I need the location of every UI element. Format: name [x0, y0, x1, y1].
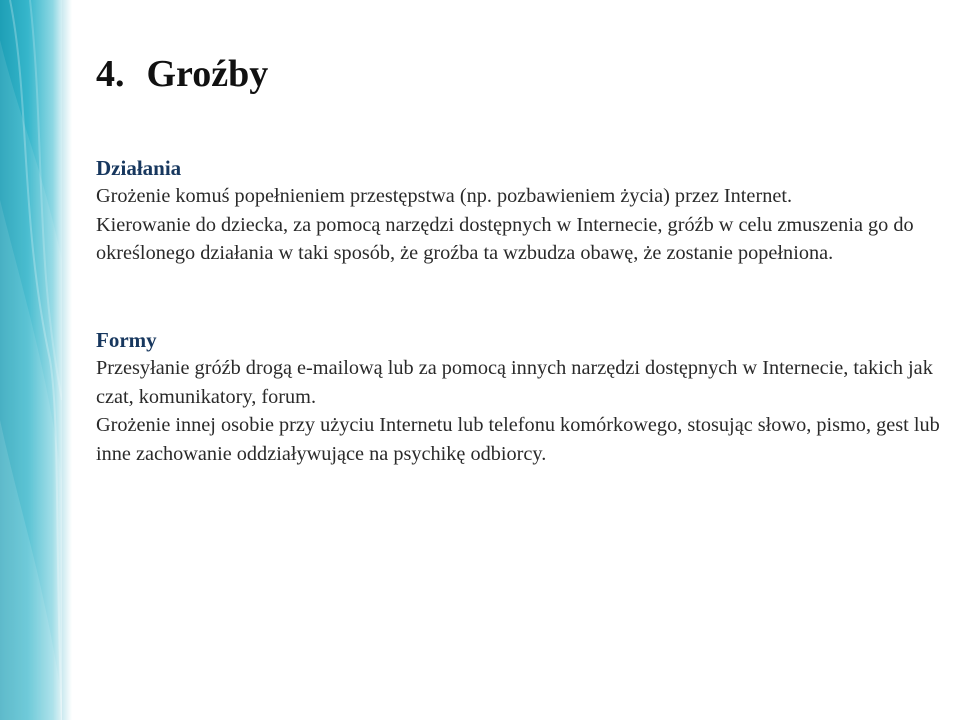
paragraph: Grożenie innej osobie przy użyciu Internetu lub telefonu komórkowego, stosując słowo, pismo, gest lub inne zachowanie oddziaływujące na psychikę odbiorcy.	[96, 414, 940, 465]
slide-number: 4.	[96, 53, 125, 95]
slide-title	[96, 52, 946, 96]
paragraph: Kierowanie do dziecka, za pomocą narzędzi dostępnych w Internecie, gróźb w celu zmuszenia go do określonego działania w taki sposób, że groźba ta wzbudza obawę, że zostanie popełniona.	[96, 213, 914, 265]
paragraph: Przesyłanie gróźb drogą e-mailową lub za pomocą innych narzędzi dostępnych w Internecie, takich jak czat, komunikatory, forum.	[96, 357, 933, 408]
wave-pattern-icon	[0, 0, 62, 720]
section-formy	[96, 326, 946, 468]
decorative-side-band	[0, 0, 62, 720]
paragraph: Grożenie komuś popełnieniem przestępstwa (np. pozbawieniem życia) przez Internet.	[96, 185, 793, 207]
section-dzialania	[96, 154, 946, 268]
slide-title-text: Groźby	[146, 53, 269, 95]
slide-content	[96, 52, 946, 465]
side-band-fade	[62, 0, 72, 720]
section-heading: Formy	[96, 328, 157, 352]
section-heading: Działania	[96, 156, 182, 180]
